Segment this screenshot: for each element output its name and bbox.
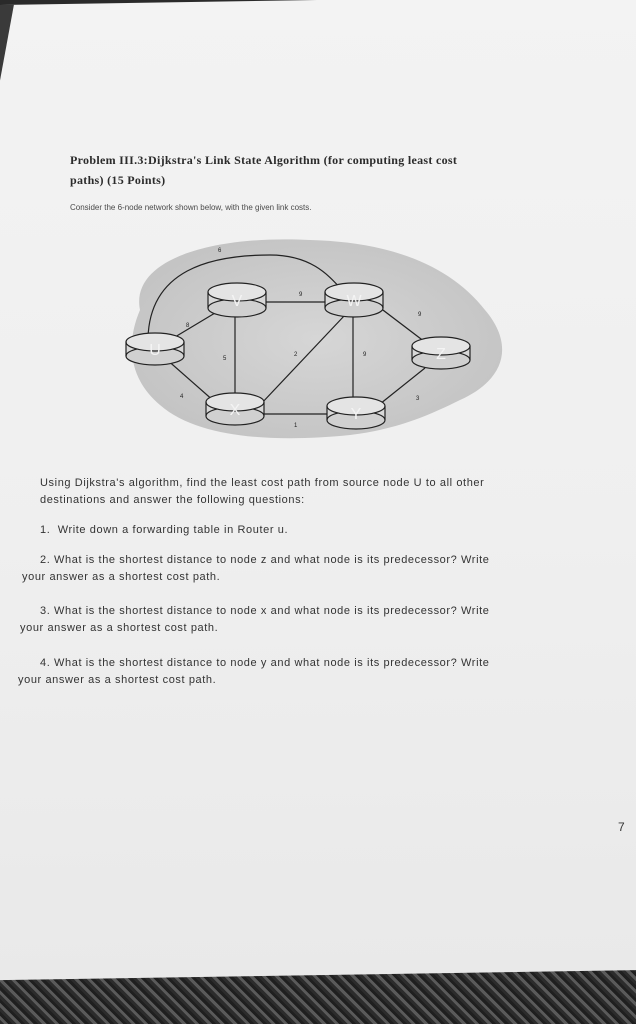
cost-label-v-x: 5 [223,356,227,362]
cost-label-w-z: 9 [418,312,422,318]
question-4 [18,655,600,689]
instructions-line-2: destinations and answer the following questions: [40,494,305,506]
question-1 [40,522,600,539]
cost-label-u-x: 4 [180,394,184,400]
page-number: 7 [618,820,625,834]
instructions [40,475,600,509]
node-label-v: V [231,293,243,310]
cost-label-x-y: 1 [294,423,298,429]
node-w [325,283,383,317]
node-z [412,337,470,369]
question-text-cont: your answer as a shortest cost path. [18,674,217,686]
node-label-u: U [149,342,161,359]
cost-label-y-z: 3 [416,396,420,402]
problem-title: Problem III.3:Dijkstra's Link State Algorithm (for computing least cost [70,153,458,167]
network-diagram [120,230,510,450]
question-number: 2. [40,554,51,566]
question-text-cont: your answer as a shortest cost path. [22,571,221,583]
question-text: What is the shortest distance to node z and what node is its predecessor? Write [54,554,490,566]
cost-label-w-y: 9 [363,352,367,358]
page-corner [0,5,17,206]
instructions-line-1: Using Dijkstra's algorithm, find the least cost path from source node U to all other [40,477,485,489]
question-text: What is the shortest distance to node y and what node is its predecessor? Write [54,657,490,669]
node-label-z: Z [436,346,446,363]
question-3 [20,603,600,637]
question-number: 3. [40,605,51,617]
node-u [126,333,184,365]
question-text: Write down a forwarding table in Router u. [57,524,289,536]
question-text: What is the shortest distance to node x and what node is its predecessor? Write [54,605,490,617]
question-number: 1. [40,524,51,536]
node-label-x: X [229,402,241,419]
cost-label-u-w: 6 [218,248,222,254]
node-label-y: Y [350,406,362,423]
problem-intro: Consider the 6-node network shown below, with the given link costs. [70,203,312,212]
question-number: 4. [40,657,51,669]
node-v [208,283,266,317]
cost-label-v-w: 9 [299,292,303,298]
problem-subtitle: paths) (15 Points) [70,173,166,187]
node-label-w: W [346,293,362,310]
node-x [206,393,264,425]
question-text-cont: your answer as a shortest cost path. [20,622,219,634]
node-y [327,397,385,429]
cost-label-w-x: 2 [294,352,298,358]
cost-label-u-v: 8 [186,323,190,329]
question-2 [22,552,600,586]
